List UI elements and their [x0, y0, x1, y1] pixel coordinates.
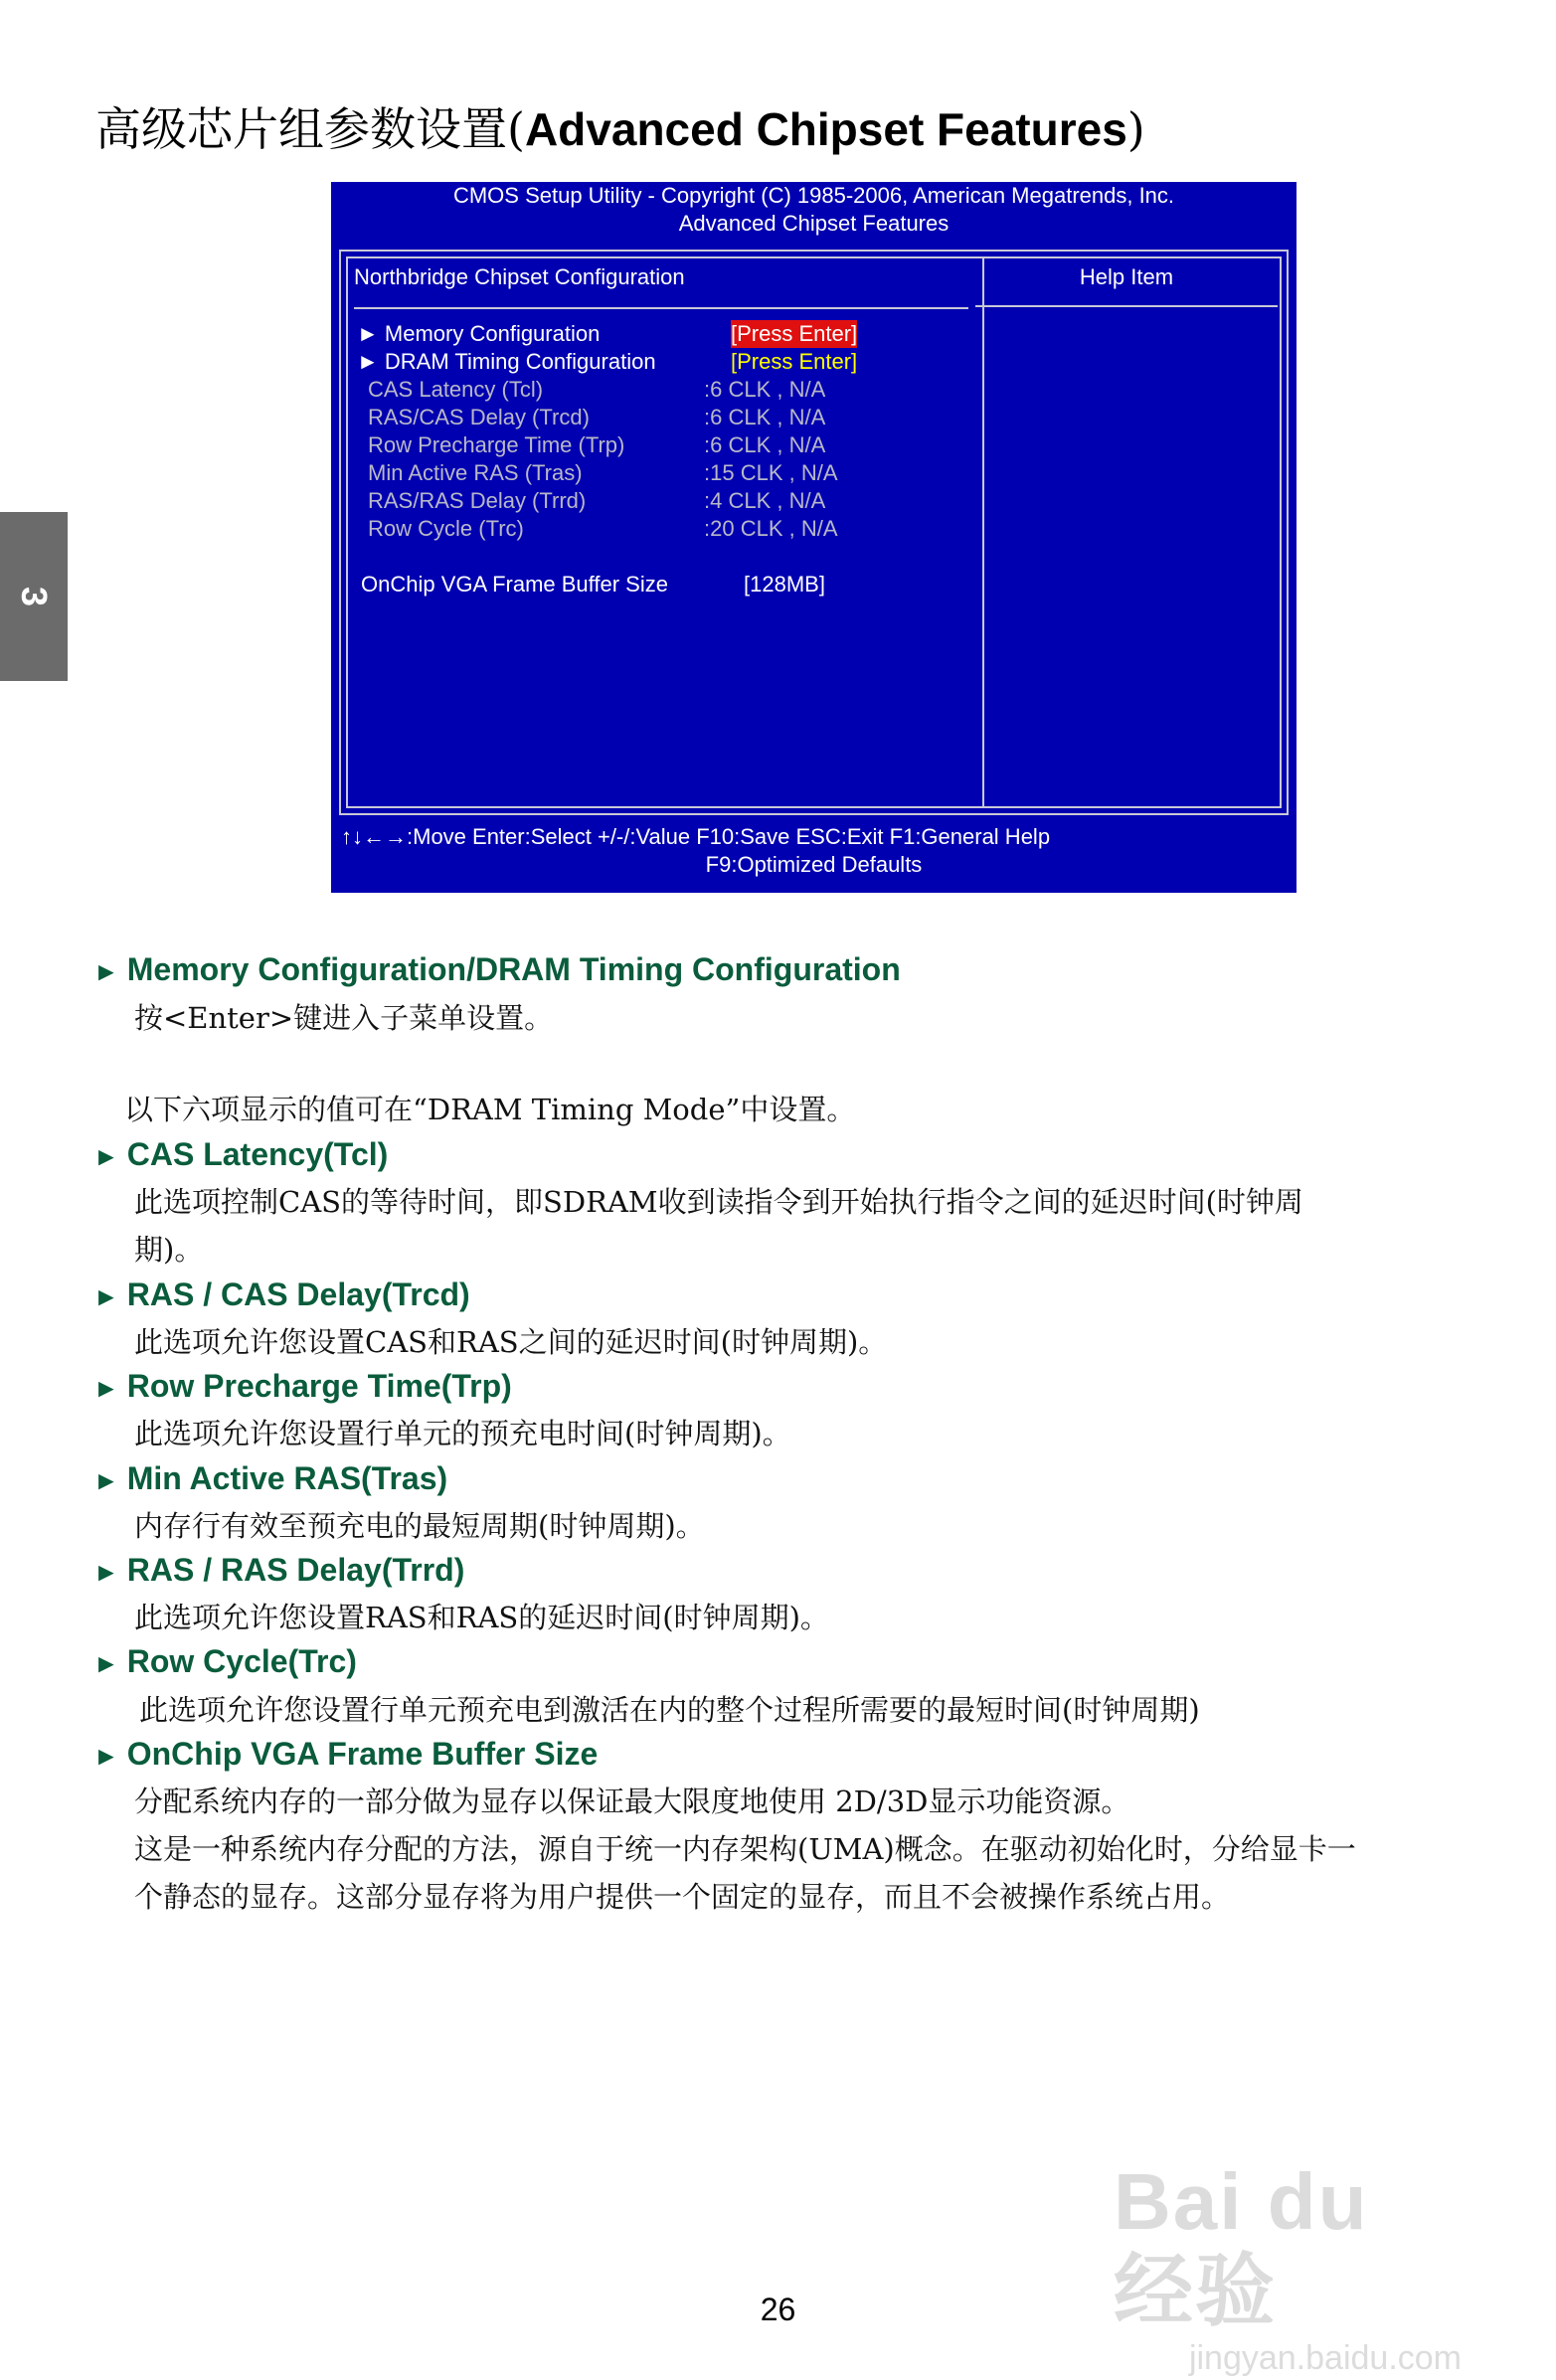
bios-footer-defaults: F9:Optimized Defaults — [705, 852, 923, 877]
bios-timing-value: :6 CLK , N/A — [704, 405, 826, 429]
section-heading-memory-dram: ► Memory Configuration/DRAM Timing Configuration — [93, 951, 901, 987]
bios-item-label: Memory Configuration — [384, 321, 601, 346]
section-text: 此选项控制CAS的等待时间，即SDRAM收到读指令到开始执行指令之间的延迟时间(时钟周 — [134, 1185, 1303, 1219]
bios-timing-value: :15 CLK , N/A — [704, 460, 838, 485]
section-text: 此选项允许您设置行单元预充电到激活在内的整个过程所需要的最短时间(时钟周期) — [139, 1693, 1200, 1727]
bullet-triangle-icon: ► — [93, 1741, 119, 1771]
bios-timing-label: CAS Latency (Tcl) — [368, 377, 544, 402]
bios-screen — [331, 182, 1297, 893]
baidu-watermark — [1114, 2157, 1462, 2377]
watermark-url: jingyan.baidu.com — [1188, 2339, 1462, 2377]
bullet-triangle-icon: ► — [93, 1281, 119, 1311]
submenu-arrow-icon: ► — [357, 321, 379, 346]
section-text: 此选项允许您设置CAS和RAS之间的延迟时间(时钟周期)。 — [134, 1325, 888, 1359]
bios-help-title: Help Item — [1079, 264, 1174, 289]
bios-timing-value: :6 CLK , N/A — [704, 432, 826, 457]
bios-timing-value: :20 CLK , N/A — [704, 516, 838, 541]
bios-item-label: DRAM Timing Configuration — [384, 349, 656, 374]
watermark-logo: Bai du 经验 — [1114, 2157, 1369, 2335]
section-heading-cas-latency: ► CAS Latency(Tcl) — [93, 1136, 389, 1172]
title-en: Advanced Chipset Features — [524, 103, 1127, 155]
bios-vga-value[interactable]: [128MB] — [744, 572, 825, 596]
section-heading-row-precharge: ► Row Precharge Time(Trp) — [93, 1368, 512, 1404]
title-close: ) — [1126, 102, 1145, 156]
section-text: 期)。 — [134, 1233, 204, 1267]
bios-section-title: Northbridge Chipset Configuration — [354, 264, 685, 289]
bios-item-dram-timing[interactable] — [357, 348, 656, 376]
bios-column-divider — [982, 258, 984, 806]
bios-item-memory-config[interactable] — [357, 320, 600, 348]
section-text: 分配系统内存的一部分做为显存以保证最大限度地使用 2D/3D显示功能资源。 — [134, 1785, 1130, 1818]
section-text: 此选项允许您设置行单元的预充电时间(时钟周期)。 — [134, 1417, 791, 1450]
bios-footer-keys: ↑↓←→:Move Enter:Select +/-/:Value F10:Save ESC:Exit F1:General Help — [341, 824, 1051, 849]
bullet-triangle-icon: ► — [93, 1373, 119, 1403]
bios-timing-label: RAS/CAS Delay (Trcd) — [368, 405, 590, 429]
bios-help-underline — [975, 305, 1278, 307]
bios-timing-value: :6 CLK , N/A — [704, 377, 826, 402]
bios-vga-label[interactable]: OnChip VGA Frame Buffer Size — [361, 572, 668, 596]
page-title — [95, 99, 1145, 159]
submenu-arrow-icon: ► — [357, 349, 379, 374]
bullet-triangle-icon: ► — [93, 1648, 119, 1678]
section-heading-ras-cas-delay: ► RAS / CAS Delay(Trcd) — [93, 1276, 470, 1312]
bios-header-title: Advanced Chipset Features — [678, 211, 950, 236]
bios-header-copyright: CMOS Setup Utility - Copyright (C) 1985-2006, American Megatrends, Inc. — [452, 183, 1175, 208]
chapter-number: 3 — [14, 586, 55, 607]
bullet-triangle-icon: ► — [93, 956, 119, 986]
page-number: 26 — [760, 2292, 796, 2327]
bullet-triangle-icon: ► — [93, 1141, 119, 1171]
bios-item-dram-timing-value[interactable]: [Press Enter] — [731, 349, 858, 374]
section-text: 内存行有效至预充电的最短周期(时钟周期)。 — [134, 1509, 705, 1543]
bios-section-underline — [354, 307, 968, 309]
bios-timing-label: Min Active RAS (Tras) — [368, 460, 583, 485]
bullet-triangle-icon: ► — [93, 1557, 119, 1587]
section-text: 个静态的显存。这部分显存将为用户提供一个固定的显存，而且不会被操作系统占用。 — [134, 1880, 1231, 1914]
bullet-triangle-icon: ► — [93, 1465, 119, 1495]
bios-timing-label: Row Cycle (Trc) — [368, 516, 524, 541]
intro-text: 以下六项显示的值可在“DRAM Timing Mode”中设置。 — [124, 1093, 856, 1126]
bios-timing-label: RAS/RAS Delay (Trrd) — [368, 488, 587, 513]
title-cn: 高级芯片组参数设置( — [95, 102, 525, 156]
section-heading-min-active-ras: ► Min Active RAS(Tras) — [93, 1460, 448, 1496]
section-heading-vga-buffer: ► OnChip VGA Frame Buffer Size — [93, 1736, 599, 1772]
bios-timing-label: Row Precharge Time (Trp) — [368, 432, 625, 457]
section-text: 此选项允许您设置RAS和RAS的延迟时间(时钟周期)。 — [134, 1601, 829, 1634]
section-text: 这是一种系统内存分配的方法，源自于统一内存架构(UMA)概念。在驱动初始化时，分给显卡一 — [134, 1832, 1356, 1866]
bios-timing-value: :4 CLK , N/A — [704, 488, 826, 513]
chapter-tab — [0, 512, 68, 681]
section-heading-row-cycle: ► Row Cycle(Trc) — [93, 1643, 357, 1679]
section-heading-ras-ras-delay: ► RAS / RAS Delay(Trrd) — [93, 1552, 465, 1588]
bios-item-memory-config-value[interactable]: [Press Enter] — [731, 321, 858, 346]
section-text: 按<Enter>键进入子菜单设置。 — [134, 1001, 554, 1035]
